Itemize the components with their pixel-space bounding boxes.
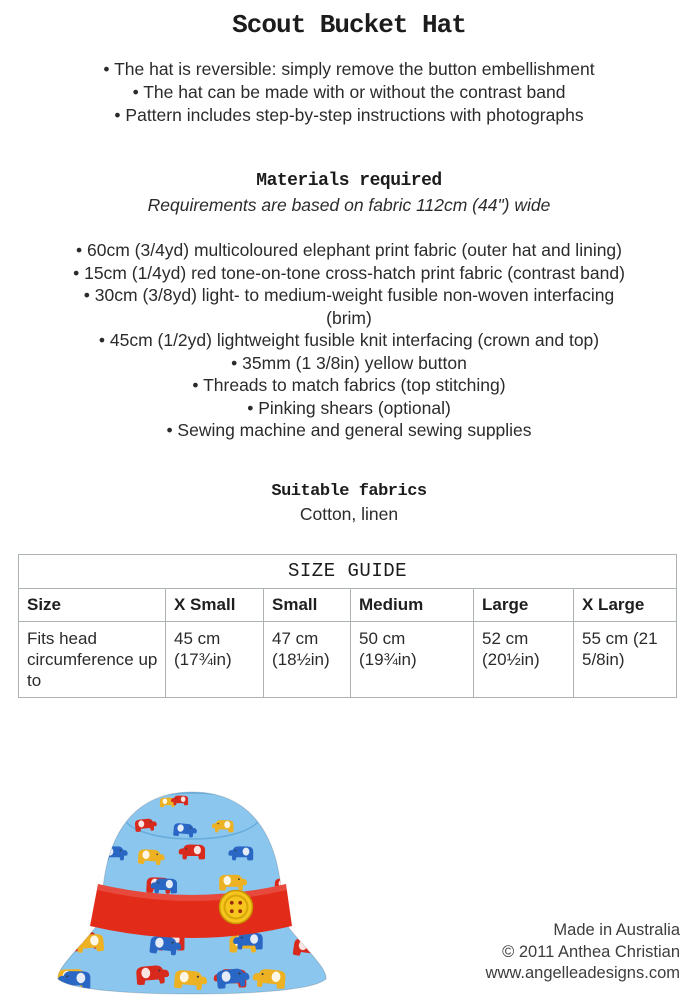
footer-website: www.angelleadesigns.com [485,964,680,982]
column-header-small: Small [264,588,351,621]
material-item: • Pinking shears (optional) [247,397,451,418]
column-header-medium: Medium [351,588,474,621]
hat-illustration [40,780,344,995]
materials-list [0,239,698,442]
size-value-small: 47 cm (18½in) [264,621,351,697]
intro-bullet-list [0,58,698,127]
material-item: • 45cm (1/2yd) lightweight fusible knit interfacing (crown and top) [98,330,600,350]
page-title: Scout Bucket Hat [232,10,466,40]
column-header-size: Size [19,588,166,621]
size-guide-header-row [19,588,677,621]
material-item: • 15cm (1/4yd) red tone-on-tone cross-hatch print fabric (contrast band) [73,262,625,283]
suitable-fabrics-text: Cotton, linen [299,503,399,524]
size-value-large: 52 cm (20½in) [474,621,574,697]
hat-button [220,891,253,924]
material-item: • 35mm (1 3/8in) yellow button [231,352,467,373]
materials-subheading: Requirements are based on fabric 112cm (44") wide [147,195,551,215]
row-header-circumference: Fits head circumference up to [19,621,166,697]
hat-photo [40,780,344,995]
material-item-continuation: (brim) [326,307,372,328]
intro-bullet: • The hat is reversible: simply remove the button embellishment [103,59,595,79]
size-value-x-large: 55 cm (21 5/8in) [574,621,677,697]
material-item: • 60cm (3/4yd) multicoloured elephant print fabric (outer hat and lining) [76,240,622,260]
size-value-medium: 50 cm (19¾in) [351,621,474,697]
size-guide-title: SIZE GUIDE [19,554,677,588]
material-item: • Threads to match fabrics (top stitching) [192,375,506,395]
suitable-fabrics-heading: Suitable fabrics [271,481,427,501]
materials-heading: Materials required [256,171,442,191]
size-guide-table [18,554,677,698]
size-guide-data-row [19,621,677,697]
footer-made-in: Made in Australia [553,921,680,939]
intro-bullet: • Pattern includes step-by-step instructions with photographs [114,105,584,125]
size-guide-title-row [19,554,677,588]
footer [486,920,680,985]
material-item: • 30cm (3/8yd) light- to medium-weight fusible non-woven interfacing [83,285,615,305]
footer-copyright: © 2011 Anthea Christian [502,942,680,961]
column-header-large: Large [474,588,574,621]
column-header-x-large: X Large [574,588,677,621]
size-value-x-small: 45 cm (17¾in) [166,621,264,697]
material-item: • Sewing machine and general sewing supplies [166,420,532,440]
intro-bullet: • The hat can be made with or without the contrast band [132,82,566,102]
column-header-x-small: X Small [166,588,264,621]
